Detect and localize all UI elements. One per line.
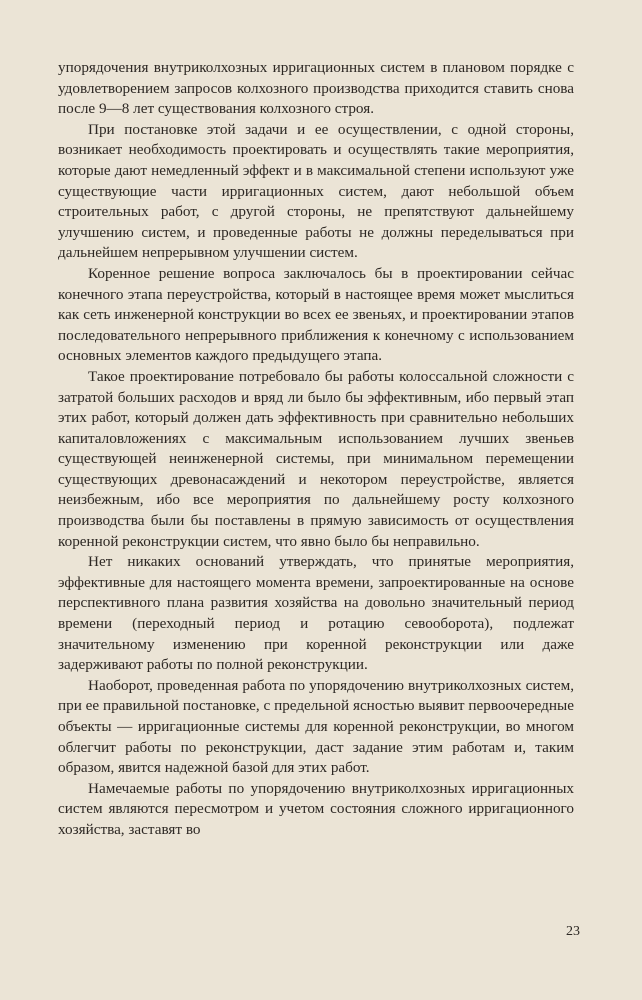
paragraph-7: Намечаемые работы по упорядочению внутриколхозных ирригационных систем являются пересмотром и учетом состояния сложного ирригационного хозяйства, заставят во bbox=[58, 779, 574, 838]
paragraph-5: Нет никаких оснований утверждать, что принятые мероприятия, эффективные для настоящего момента времени, запроектированные на основе перспективного плана развития хозяйства на довольно значительный период времени (переходный период и ротацию севооборота), подлежат значительному изменению при коренной реконструкции или даже задерживают работы по полной реконструкции. bbox=[58, 553, 574, 674]
paragraph-1-continuation: упорядочения внутриколхозных ирригационных систем в плановом порядке с удовлетворением запросов колхозного производства приходится ставить снова после 9—8 лет существования колхозного строя. bbox=[58, 59, 574, 118]
paragraph-4: Такое проектирование потребовало бы работы колоссальной сложности с затратой больших расходов и вряд ли было бы эффективным, ибо первый этап этих работ, который должен дать эффективность при сравнительно небольших капиталовложениях с максимальным использованием лучших звеньев существующей неинженерной системы, при минимальном перемещении существующих древонасаждений и некотором переустройстве, является неизбежным, ибо все мероприятия по дальнейшему росту колхозного производства были бы поставлены в прямую зависимость от осуществления коренной реконструкции систем, что явно было бы неправильно. bbox=[58, 367, 574, 550]
paragraph-6: Наоборот, проведенная работа по упорядочению внутриколхозных систем, при ее правильной постановке, с предельной ясностью выявит первоочередные объекты — ирригационные системы для коренной реконструкции, во многом облегчит работы по реконструкции, даст задание этим работам и, таким образом, явится надежной базой для этих работ. bbox=[58, 676, 574, 777]
page-number: 23 bbox=[566, 924, 580, 939]
paragraph-3: Коренное решение вопроса заключалось бы в проектировании сейчас конечного этапа переустройства, который в настоящее время может мыслиться как сеть инженерной конструкции во всех ее звеньях, и проектировании этапов последовательного непрерывного приближения к конечному с использованием основных элементов каждого предыдущего этапа. bbox=[58, 264, 574, 365]
body-text bbox=[58, 58, 574, 841]
paragraph-2: При постановке этой задачи и ее осуществлении, с одной стороны, возникает необходимость проектировать и осуществлять такие мероприятия, которые дают немедленный эффект и в максимальной степени используют уже существующие части ирригационных систем, дают небольшой объем строительных работ, с другой стороны, не препятствуют дальнейшему улучшению систем, и проведенные работы не должны переделываться при дальнейшем непрерывном улучшении систем. bbox=[58, 120, 574, 262]
